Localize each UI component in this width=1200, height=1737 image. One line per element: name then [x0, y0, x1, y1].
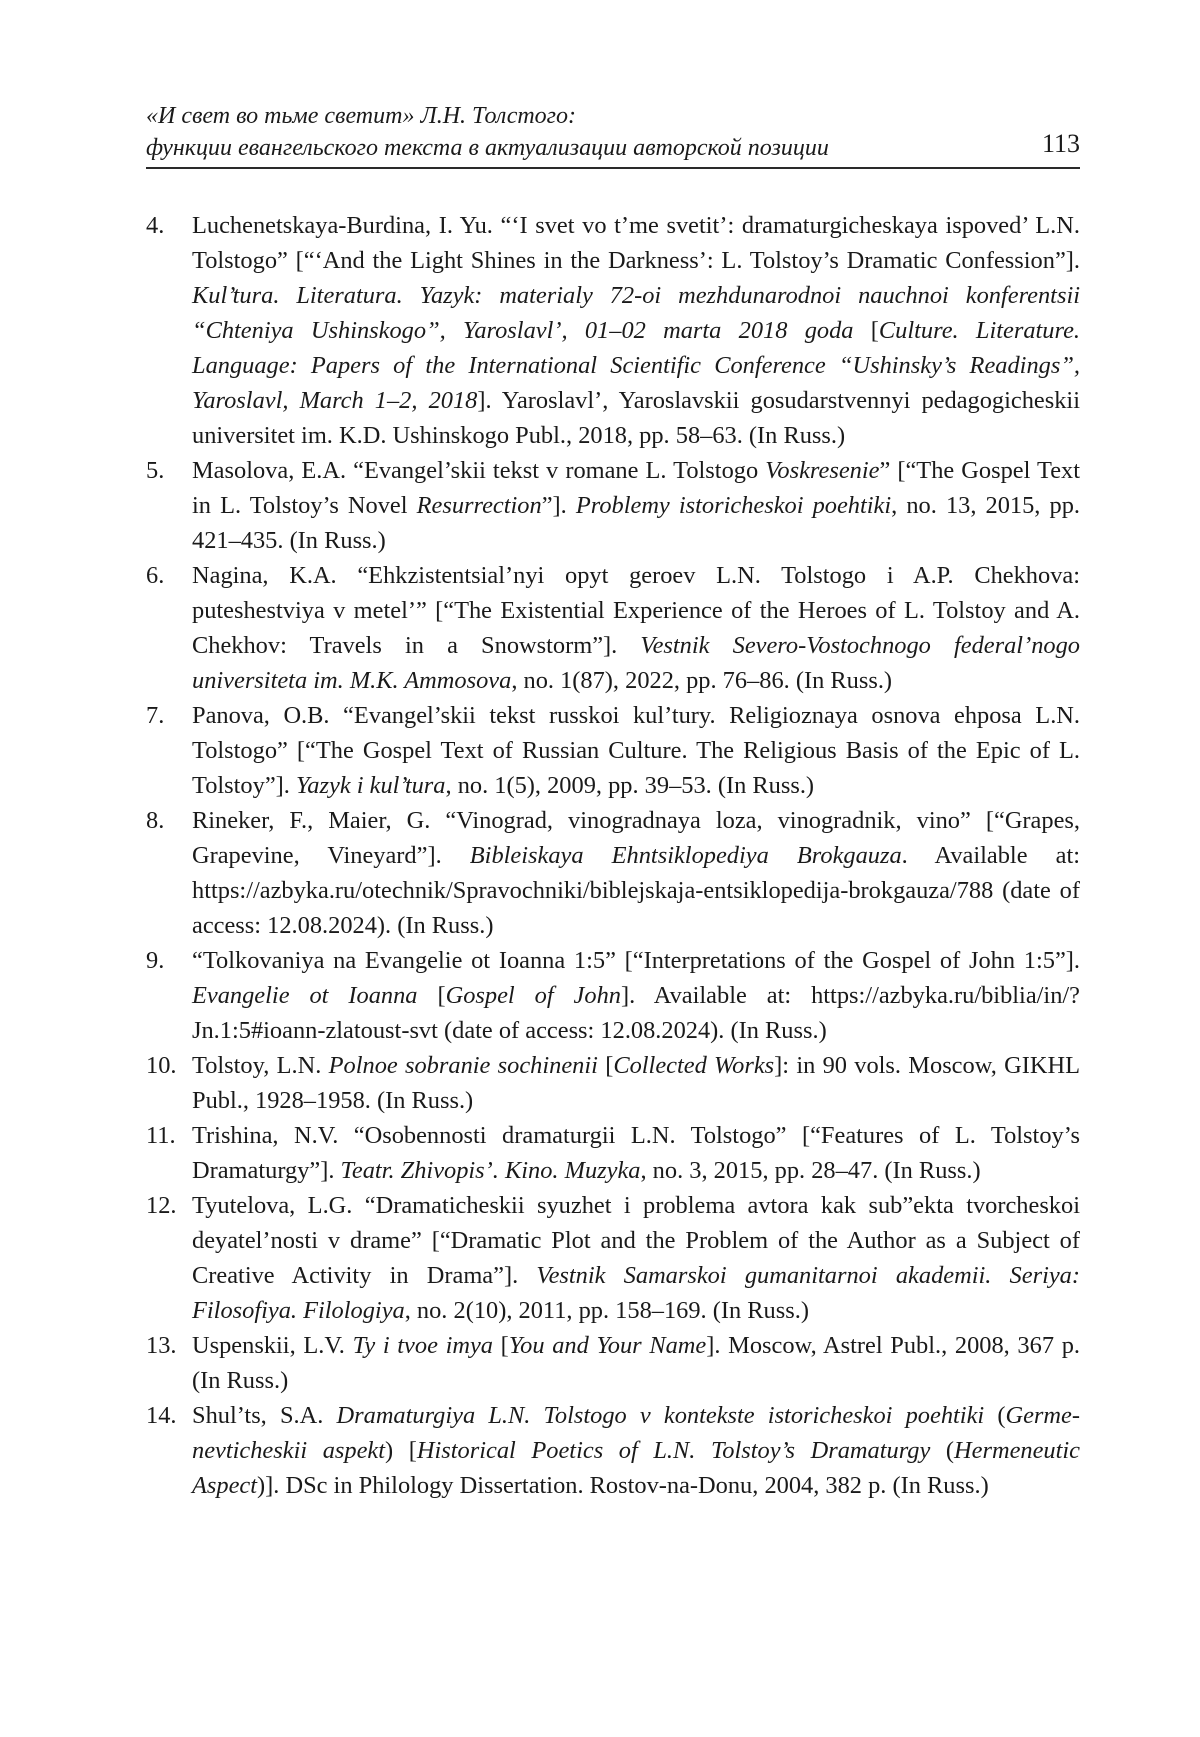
- reference-text-segment: ” [“The Gospel Text in L. Tolstoy’s Novel: [192, 457, 1080, 519]
- reference-title-italic: Evangelie ot Ioanna: [192, 982, 418, 1009]
- reference-text-segment: Uspenskii, L.V.: [192, 1332, 353, 1359]
- reference-number: 14.: [146, 1402, 177, 1429]
- reference-text-segment: ) [: [385, 1437, 417, 1464]
- reference-title-italic: Culture. Literature. Language: Papers of the International Scientific Conference “Ushinsky’s Readings”, Yaroslavl, March 1–2, 2018: [192, 317, 1080, 414]
- reference-text-segment: Tolstoy, L.N.: [192, 1052, 329, 1079]
- reference-text-segment: Luchenetskaya-Burdina, I. Yu. “‘I svet vo t’me svetit’: dramaturgicheskaya ispoved’ L.N. Tolstogo” [“‘And the Light Shines in the Darkness’: L. Tolstoy’s Dramatic Confession”].: [192, 212, 1080, 274]
- reference-number: 10.: [146, 1052, 177, 1079]
- reference-text-segment: [: [493, 1332, 509, 1359]
- page-number: 113: [1041, 129, 1080, 158]
- running-title-line-1: «И свет во тьме светит» Л.Н. Толстого:: [146, 103, 577, 129]
- reference-text-segment: (: [984, 1402, 1006, 1429]
- running-title-line-2: функции евангельского текста в актуализации авторской позиции: [146, 135, 829, 161]
- reference-title-italic: Hermeneutic Aspect: [192, 1437, 1080, 1499]
- reference-number: 8.: [146, 807, 165, 834]
- reference-item: [146, 1328, 1080, 1398]
- reference-title-italic: Bibleiskaya Ehntsiklopediya Brokgauza: [469, 842, 902, 869]
- reference-text: [192, 1052, 1080, 1114]
- reference-item: [146, 698, 1080, 803]
- reference-item: [146, 1188, 1080, 1328]
- reference-number: 9.: [146, 947, 165, 974]
- reference-number: 6.: [146, 562, 165, 589]
- reference-title-italic: Teatr. Zhivopis’. Kino. Muzyka: [340, 1157, 641, 1184]
- reference-title-italic: Vestnik Severo-Vostochnogo federal’nogo universiteta im. M.K. Ammosova: [192, 632, 1080, 694]
- reference-text: [192, 212, 1080, 449]
- reference-title-italic: Germenevticheskii aspekt: [192, 1402, 1080, 1464]
- reference-title-italic: Dramaturgiya L.N. Tolstogo v kontekste istoricheskoi poehtiki: [336, 1402, 985, 1429]
- reference-text-segment: Panova, O.B. “Evangel’skii tekst russkoi kul’tury. Religioznaya osnova ehposa L.N. Tolstogo” [“The Gospel Text of Russian Culture. The Religious Basis of the Epic of L. Tolstoy”].: [192, 702, 1080, 799]
- reference-text-segment: [: [417, 982, 446, 1009]
- reference-text-segment: ]: in 90 vols. Moscow, GIKHL Publ., 1928–1958. (In Russ.): [192, 1052, 1080, 1114]
- reference-text-segment: ]. Moscow, Astrel Publ., 2008, 367 p. (In Russ.): [192, 1332, 1080, 1394]
- reference-text-segment: Trishina, N.V. “Osobennosti dramaturgii L.N. Tolstogo” [“Features of L. Tolstoy’s Dramaturgy”].: [192, 1122, 1080, 1184]
- reference-text-segment: Masolova, E.A. “Evangel’skii tekst v romane L. Tolstogo: [192, 457, 766, 484]
- reference-text-segment: Nagina, K.A. “Ehkzistentsial’nyi opyt geroev L.N. Tolstogo i A.P. Chekhova: puteshestviya v metel’” [“The Existential Experience of the Heroes of L. Tolstoy and A. Chekhov: Travels in a Snowstorm”].: [192, 562, 1080, 659]
- reference-title-italic: Yazyk i kul’tura: [295, 772, 446, 799]
- reference-text: [192, 807, 1080, 939]
- reference-text-segment: Tyutelova, L.G. “Dramaticheskii syuzhet i problema avtora kak sub”ekta tvorcheskoi deyatel’nosti v drame” [“Dramatic Plot and the Problem of the Author as a Subject of Creative Activity in Drama”].: [192, 1192, 1080, 1289]
- header-rule: [146, 167, 1080, 169]
- reference-text-segment: Shul’ts, S.A.: [192, 1402, 337, 1429]
- running-header: [146, 100, 1080, 164]
- reference-text-segment: , no. 1(5), 2009, pp. 39–53. (In Russ.): [445, 772, 815, 799]
- reference-text: [192, 947, 1080, 1044]
- reference-title-italic: You and Your Name: [508, 1332, 707, 1359]
- reference-item: [146, 453, 1080, 558]
- reference-text-segment: Rineker, F., Maier, G. “Vinograd, vinogradnaya loza, vinogradnik, vino” [“Grapes, Grapevine, Vineyard”].: [192, 807, 1080, 869]
- reference-number: 11.: [146, 1122, 176, 1149]
- reference-item: [146, 208, 1080, 453]
- reference-text-segment: ]. Yaroslavl’, Yaroslavskii gosudarstvennyi pedagogicheskii universitet im. K.D. Ushinskogo Publ., 2018, pp. 58–63. (In Russ.): [192, 387, 1080, 449]
- reference-text-segment: [: [597, 1052, 614, 1079]
- reference-text: [192, 457, 1080, 554]
- reference-text-segment: . Available at: https://azbyka.ru/otechnik/Spravochniki/biblejskaja-entsiklopedija-brokgauza/788 (date of access: 12.08.2024). (In Russ.): [192, 842, 1080, 939]
- reference-title-italic: Polnoe sobranie sochinenii: [328, 1052, 598, 1079]
- reference-text: [192, 702, 1080, 799]
- reference-title-italic: Gospel of John: [445, 982, 621, 1009]
- reference-title-italic: Vestnik Samarskoi gumanitarnoi akademii. Seriya: Filosofiya. Filologiya: [192, 1262, 1080, 1324]
- reference-text-segment: , no. 13, 2015, pp. 421–435. (In Russ.): [192, 492, 1080, 554]
- reference-title-italic: Voskresenie: [765, 457, 880, 484]
- reference-text: [192, 1192, 1080, 1324]
- reference-text-segment: , no. 1(87), 2022, pp. 76–86. (In Russ.): [511, 667, 893, 694]
- reference-item: [146, 803, 1080, 943]
- reference-text-segment: ]. Available at: https://azbyka.ru/biblia/in/?Jn.1:5#ioann-zlatoust-svt (date of access: 12.08.2024). (In Russ.): [192, 982, 1080, 1044]
- reference-text: [192, 1402, 1080, 1499]
- reference-text-segment: , no. 2(10), 2011, pp. 158–169. (In Russ.): [404, 1297, 809, 1324]
- reference-title-italic: Resurrection: [416, 492, 542, 519]
- reference-title-italic: Kul’tura. Literatura. Yazyk: materialy 72-oi mezhdunarodnoi nauchnoi konferentsii “Chteniya Ushinskogo”, Yaroslavl’, 01–02 marta 2018 goda: [192, 282, 1080, 344]
- reference-title-italic: Problemy istoricheskoi poehtiki: [575, 492, 892, 519]
- reference-item: [146, 1048, 1080, 1118]
- reference-number: 4.: [146, 212, 165, 239]
- reference-list: [146, 208, 1080, 1503]
- reference-text: [192, 562, 1080, 694]
- reference-title-italic: Collected Works: [613, 1052, 775, 1079]
- reference-text-segment: (: [930, 1437, 955, 1464]
- reference-text-segment: “Tolkovaniya na Evangelie ot Ioanna 1:5” [“Interpretations of the Gospel of John 1:5”].: [192, 947, 1080, 974]
- reference-item: [146, 1398, 1080, 1503]
- reference-title-italic: Ty i tvoe imya: [352, 1332, 493, 1359]
- reference-text-segment: )]. DSc in Philology Dissertation. Rostov-na-Donu, 2004, 382 p. (In Russ.): [257, 1472, 989, 1499]
- reference-title-italic: Historical Poetics of L.N. Tolstoy’s Dramaturgy: [416, 1437, 931, 1464]
- reference-number: 13.: [146, 1332, 177, 1359]
- reference-text-segment: , no. 3, 2015, pp. 28–47. (In Russ.): [640, 1157, 981, 1184]
- reference-text-segment: [: [853, 317, 879, 344]
- reference-number: 7.: [146, 702, 165, 729]
- reference-number: 5.: [146, 457, 165, 484]
- reference-text: [192, 1122, 1080, 1184]
- reference-item: [146, 1118, 1080, 1188]
- reference-item: [146, 558, 1080, 698]
- reference-text: [192, 1332, 1080, 1394]
- reference-text-segment: ”].: [541, 492, 576, 519]
- reference-number: 12.: [146, 1192, 177, 1219]
- reference-item: [146, 943, 1080, 1048]
